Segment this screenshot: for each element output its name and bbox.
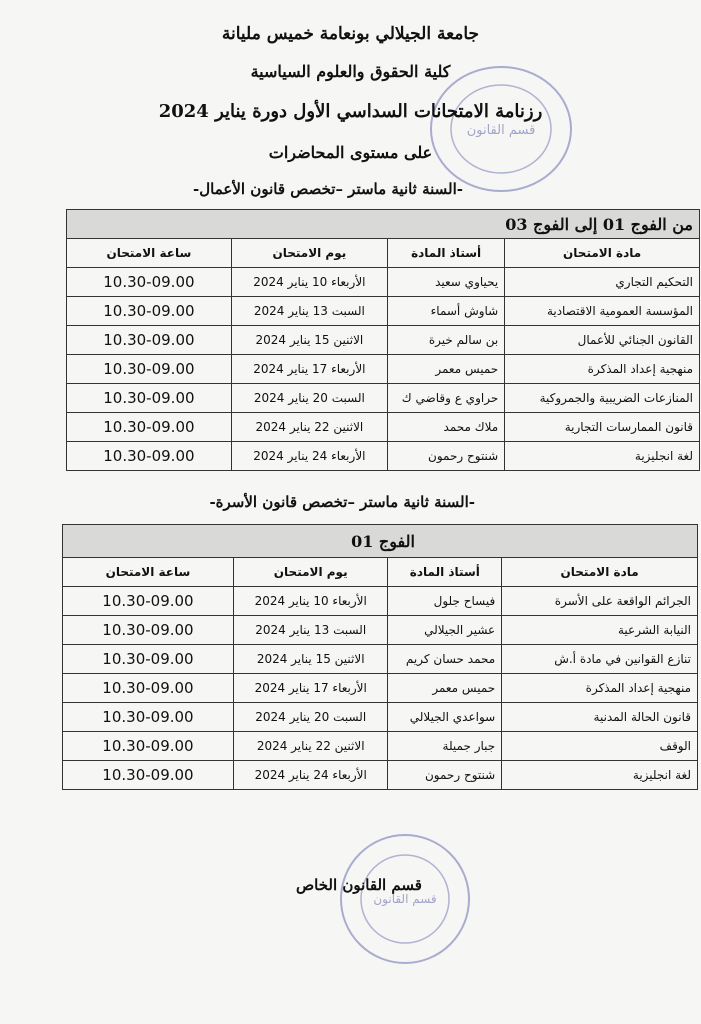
group-caption: من الفوج 01 إلى الفوج 03 <box>67 210 700 239</box>
subject-cell: تنازع القوانين في مادة أ.ش <box>502 645 698 674</box>
subject-cell: المؤسسة العمومية الاقتصادية <box>505 297 700 326</box>
day-cell: الأربعاء 17 يناير 2024 <box>231 355 387 384</box>
table-row <box>63 732 698 761</box>
table-row <box>67 326 700 355</box>
time-cell: 10.30-09.00 <box>63 674 234 703</box>
exam-schedule-table-family-law <box>62 524 698 790</box>
column-header-time: ساعة الامتحان <box>67 239 232 268</box>
subject-cell: منهجية إعداد المذكرة <box>505 355 700 384</box>
time-cell: 10.30-09.00 <box>67 297 232 326</box>
subject-cell: التحكيم التجاري <box>505 268 700 297</box>
subject-cell: لغة انجليزية <box>505 442 700 471</box>
day-cell: الأربعاء 24 يناير 2024 <box>231 442 387 471</box>
professor-cell: حميس معمر <box>387 355 504 384</box>
day-cell: الأربعاء 10 يناير 2024 <box>231 268 387 297</box>
svg-text:قسم القانون: قسم القانون <box>466 123 536 138</box>
document-title: رزنامة الامتحانات السداسي الأول دورة يناير 2024 <box>158 101 543 122</box>
table-row <box>67 442 700 471</box>
time-cell: 10.30-09.00 <box>67 413 232 442</box>
day-cell: السبت 20 يناير 2024 <box>233 703 388 732</box>
table-row <box>63 587 698 616</box>
day-cell: الاثنين 22 يناير 2024 <box>233 732 388 761</box>
table-row <box>67 268 700 297</box>
column-header-subject: مادة الامتحان <box>502 558 698 587</box>
table-row <box>67 355 700 384</box>
day-cell: الاثنين 22 يناير 2024 <box>231 413 387 442</box>
time-cell: 10.30-09.00 <box>67 326 232 355</box>
university-name: جامعة الجيلالي بونعامة خميس مليانة <box>221 24 480 44</box>
subject-cell: منهجية إعداد المذكرة <box>502 674 698 703</box>
professor-cell: محمد حسان كريم <box>388 645 502 674</box>
table-row <box>67 413 700 442</box>
time-cell: 10.30-09.00 <box>63 645 234 674</box>
professor-cell: يحياوي سعيد <box>387 268 504 297</box>
time-cell: 10.30-09.00 <box>67 268 232 297</box>
table-row <box>63 616 698 645</box>
time-cell: 10.30-09.00 <box>67 384 232 413</box>
professor-cell: سواعدي الجيلالي <box>388 703 502 732</box>
day-cell: السبت 13 يناير 2024 <box>231 297 387 326</box>
department-stamp <box>338 830 472 968</box>
time-cell: 10.30-09.00 <box>63 616 234 645</box>
table-row <box>63 761 698 790</box>
professor-cell: حميس معمر <box>388 674 502 703</box>
professor-cell: جبار جميلة <box>388 732 502 761</box>
table-row <box>63 645 698 674</box>
professor-cell: شاوش أسماء <box>387 297 504 326</box>
day-cell: الأربعاء 24 يناير 2024 <box>233 761 388 790</box>
faculty-name: كلية الحقوق والعلوم السياسية <box>250 62 451 81</box>
column-header-subject: مادة الامتحان <box>505 239 700 268</box>
table-row <box>67 384 700 413</box>
time-cell: 10.30-09.00 <box>63 587 234 616</box>
subject-cell: قانون الممارسات التجارية <box>505 413 700 442</box>
subject-cell: المنازعات الضريبية والجمروكية <box>505 384 700 413</box>
table-row <box>63 703 698 732</box>
professor-cell: فيساح جلول <box>388 587 502 616</box>
column-header-day: يوم الامتحان <box>231 239 387 268</box>
column-header-professor: أستاذ المادة <box>388 558 502 587</box>
day-cell: السبت 13 يناير 2024 <box>233 616 388 645</box>
time-cell: 10.30-09.00 <box>63 761 234 790</box>
subject-cell: الجرائم الواقعة على الأسرة <box>502 587 698 616</box>
professor-cell: شنتوح رحمون <box>387 442 504 471</box>
section-heading-family-law: -السنة ثانية ماستر –تخصص قانون الأسرة- <box>209 493 475 511</box>
day-cell: الاثنين 15 يناير 2024 <box>233 645 388 674</box>
subject-cell: القانون الجنائي للأعمال <box>505 326 700 355</box>
subject-cell: لغة انجليزية <box>502 761 698 790</box>
professor-cell: بن سالم خيرة <box>387 326 504 355</box>
exam-schedule-table-business-law <box>66 209 700 471</box>
day-cell: الأربعاء 17 يناير 2024 <box>233 674 388 703</box>
department-signature: قسم القانون الخاص <box>296 876 422 894</box>
table-row <box>67 297 700 326</box>
column-header-time: ساعة الامتحان <box>63 558 234 587</box>
time-cell: 10.30-09.00 <box>67 442 232 471</box>
column-header-professor: أستاذ المادة <box>387 239 504 268</box>
document-subtitle: على مستوى المحاضرات <box>268 143 433 162</box>
svg-text:قسم القانون: قسم القانون <box>373 892 437 906</box>
subject-cell: قانون الحالة المدنية <box>502 703 698 732</box>
column-header-day: يوم الامتحان <box>233 558 388 587</box>
group-caption: الفوج 01 <box>63 525 698 558</box>
time-cell: 10.30-09.00 <box>67 355 232 384</box>
day-cell: السبت 20 يناير 2024 <box>231 384 387 413</box>
professor-cell: ملاك محمد <box>387 413 504 442</box>
day-cell: الاثنين 15 يناير 2024 <box>231 326 387 355</box>
time-cell: 10.30-09.00 <box>63 732 234 761</box>
professor-cell: شنتوح رحمون <box>388 761 502 790</box>
subject-cell: الوقف <box>502 732 698 761</box>
professor-cell: حراوي ع وقاضي ك <box>387 384 504 413</box>
day-cell: الأربعاء 10 يناير 2024 <box>233 587 388 616</box>
professor-cell: عشير الجيلالي <box>388 616 502 645</box>
subject-cell: النيابة الشرعية <box>502 616 698 645</box>
university-stamp <box>428 64 574 194</box>
time-cell: 10.30-09.00 <box>63 703 234 732</box>
section-heading-business-law: -السنة ثانية ماستر –تخصص قانون الأعمال- <box>193 180 463 198</box>
table-row <box>63 674 698 703</box>
